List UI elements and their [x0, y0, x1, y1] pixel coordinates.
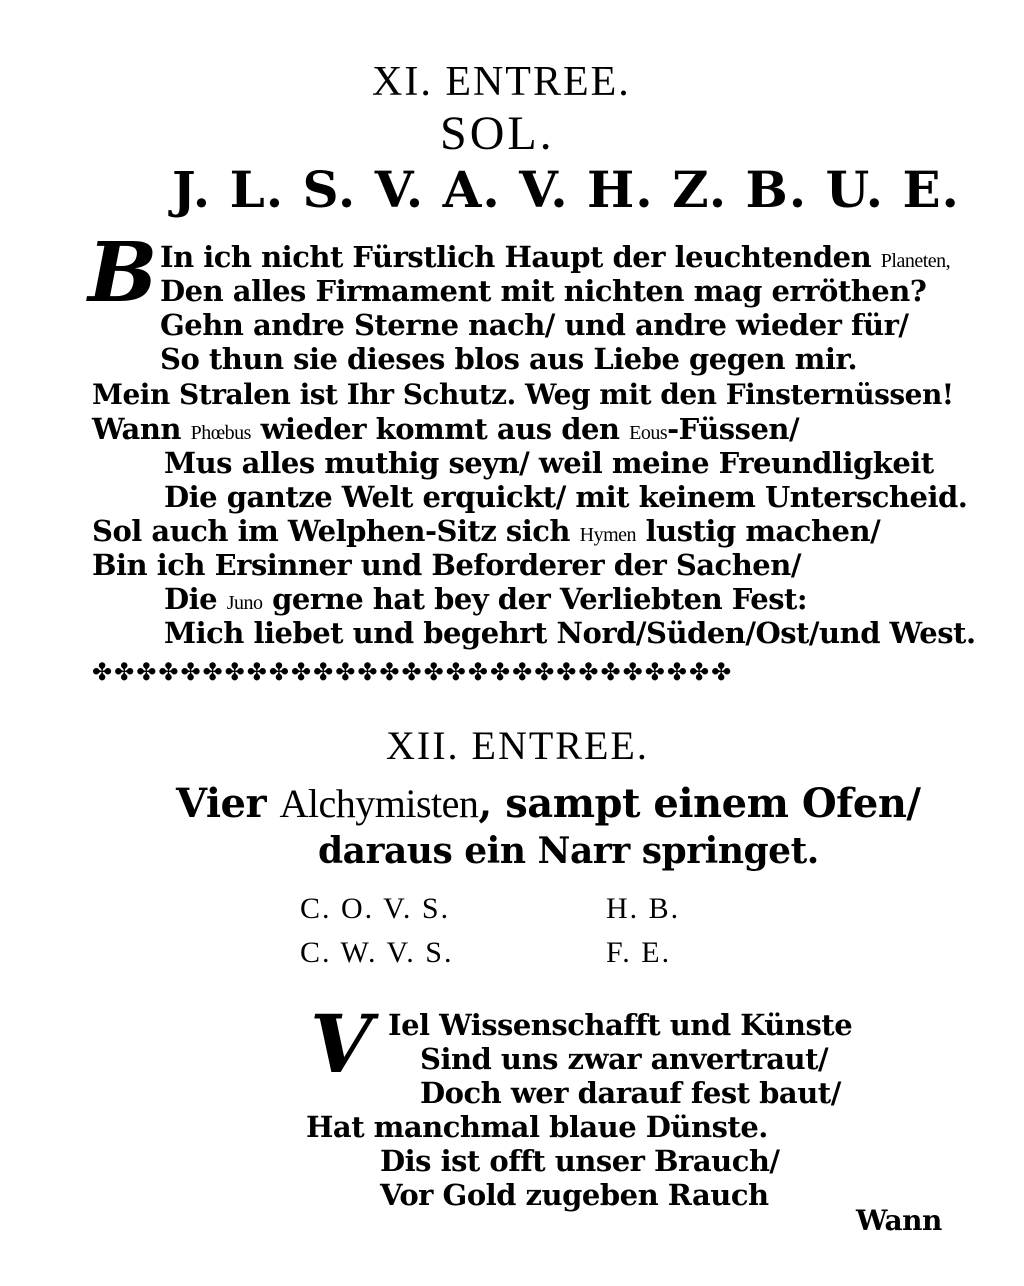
- poem1-line-11-end: gerne hat bey der Verliebten Fest:: [262, 582, 808, 616]
- ornament-divider: ✤✤✤✤✤✤✤✤✤✤✤✤✤✤✤✤✤✤✤✤✤✤✤✤✤✤✤✤✤: [92, 658, 734, 686]
- poem2-line-5: Dis ist offt unser Brauch/: [380, 1144, 780, 1178]
- poem1-line-9: [92, 514, 880, 552]
- poem1-line-5: Mein Stralen ist Ihr Schutz. Weg mit den Finsternüssen!: [92, 378, 954, 411]
- poem1-line-4: So thun sie dieses blos aus Liebe gegen mir.: [160, 342, 858, 376]
- phoebus-word: Phœbus: [190, 422, 251, 444]
- catchword: Wann: [856, 1204, 942, 1237]
- entree-heading-xi: XI. ENTREE.: [372, 59, 631, 105]
- names-row-1-left: C. O. V. S.: [300, 892, 451, 925]
- poem1-line-9-start: Sol auch im Welphen-Sitz sich: [92, 514, 580, 548]
- poem1-line-1: [160, 240, 950, 278]
- entree-heading-xii: XII. ENTREE.: [386, 723, 649, 768]
- poem1-line-6-start: Wann: [92, 412, 191, 446]
- subtitle-line-2: daraus ein Narr springet.: [318, 830, 819, 872]
- poem1-line-11: [164, 582, 807, 620]
- poem2-line-4: Hat manchmal blaue Dünste.: [306, 1110, 768, 1144]
- poem1-line-2: Den alles Firmament mit nichten mag erröthen?: [160, 274, 927, 308]
- names-row-2-left: C. W. V. S.: [300, 936, 454, 969]
- poem1-line-9-end: lustig machen/: [636, 514, 881, 548]
- subtitle-line-1-end: , sampt einem Ofen/: [478, 780, 921, 827]
- poem1-line-12: Mich liebet und begehrt Nord/Süden/Ost/und West.: [164, 616, 976, 650]
- poem1-line-6-end: -Füssen/: [667, 412, 800, 446]
- poem1-line-3: Gehn andre Sterne nach/ und andre wieder für/: [160, 308, 909, 342]
- drop-cap-v: V: [310, 997, 373, 1091]
- names-row-1-right: H. B.: [606, 892, 681, 925]
- subtitle-vier: Vier: [176, 780, 280, 827]
- poem1-line-8: Die gantze Welt erquickt/ mit keinem Unterscheid.: [164, 480, 968, 514]
- poem1-line-10: Bin ich Ersinner und Beforderer der Sachen/: [92, 548, 801, 582]
- alchymisten-word: Alchymisten: [279, 781, 479, 826]
- subtitle-line-1: [176, 780, 921, 827]
- drop-cap-b: B: [88, 225, 158, 321]
- names-row-2-right: F. E.: [606, 936, 672, 969]
- poem1-line-11-start: Die: [164, 582, 227, 616]
- eous-word: Eous: [629, 422, 668, 444]
- poem1-line-1-text: In ich nicht Fürstlich Haupt der leuchtenden: [160, 240, 881, 274]
- poem1-line-6: [92, 412, 799, 450]
- poem2-line-3: Doch wer darauf fest baut/: [420, 1076, 841, 1110]
- juno-word: Juno: [226, 592, 263, 614]
- poem2-line-6: Vor Gold zugeben Rauch: [380, 1178, 769, 1212]
- poem2-line-2: Sind uns zwar anvertraut/: [420, 1042, 829, 1076]
- sol-heading: SOL.: [440, 107, 555, 160]
- planeten-word: Planeten,: [880, 250, 951, 272]
- poem1-line-6-mid: wieder kommt aus den: [250, 412, 630, 446]
- poem2-line-1: Iel Wissenschafft und Künste: [388, 1008, 853, 1042]
- poem1-line-7: Mus alles muthig seyn/ weil meine Freundligkeit: [164, 446, 934, 480]
- initials-line: J. L. S. V. A. V. H. Z. B. U. E.: [172, 160, 960, 219]
- hymen-word: Hymen: [579, 524, 637, 546]
